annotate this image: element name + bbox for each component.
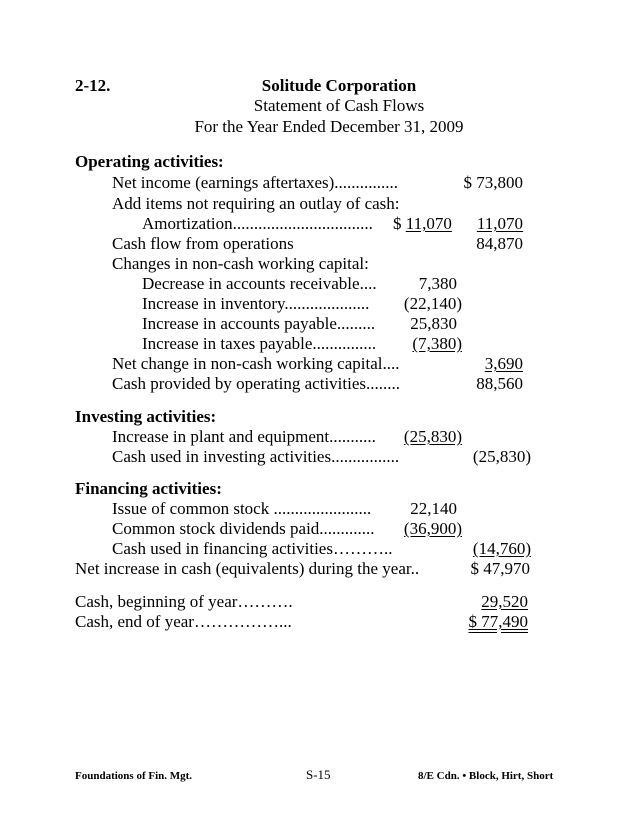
net-change-label: Net change in non-cash working capital.... bbox=[112, 354, 400, 373]
ap-value: 25,830 bbox=[410, 314, 457, 333]
cash-begin-label: Cash, beginning of year………. bbox=[75, 592, 293, 611]
statement-period: For the Year Ended December 31, 2009 bbox=[194, 117, 464, 136]
financing-used-label: Cash used in financing activities……….. bbox=[112, 539, 393, 558]
net-change-amount: 3,690 bbox=[484, 354, 523, 373]
amortization-label: Amortization................................. bbox=[142, 214, 373, 233]
plant-value bbox=[352, 427, 462, 447]
investing-used-label: Cash used in investing activities................ bbox=[112, 447, 400, 466]
dividends-value bbox=[352, 519, 462, 539]
investing-heading: Investing activities: bbox=[75, 407, 217, 426]
footer-left: Foundations of Fin. Mgt. bbox=[75, 770, 193, 782]
plant-amount: (25,830) bbox=[403, 427, 462, 446]
tax-value bbox=[352, 334, 462, 354]
operating-heading: Operating activities: bbox=[75, 152, 224, 171]
inventory-label: Increase in inventory.................... bbox=[142, 294, 370, 313]
ap-label: Increase in accounts payable......... bbox=[142, 314, 376, 333]
net-income-label: Net income (earnings aftertaxes)............... bbox=[112, 173, 399, 192]
statement-title: Statement of Cash Flows bbox=[253, 96, 425, 115]
dividends-label: Common stock dividends paid............. bbox=[112, 519, 375, 538]
company-name: Solitude Corporation bbox=[261, 76, 417, 95]
net-income-value: $ 73,800 bbox=[463, 173, 523, 192]
cash-end-value bbox=[418, 612, 528, 632]
inventory-value: (22,140) bbox=[403, 294, 462, 313]
cash-begin-value bbox=[418, 592, 528, 612]
problem-number: 2-12. bbox=[75, 76, 111, 95]
amortization-value bbox=[413, 214, 523, 234]
plant-label: Increase in plant and equipment........... bbox=[112, 427, 376, 446]
tax-amount: (7,380) bbox=[412, 334, 462, 353]
investing-used-value: (25,830) bbox=[472, 447, 531, 466]
net-increase-value: $ 47,970 bbox=[470, 559, 530, 578]
ar-label: Decrease in accounts receivable.... bbox=[142, 274, 377, 293]
financing-heading: Financing activities: bbox=[75, 479, 222, 498]
issue-label: Issue of common stock ....................... bbox=[112, 499, 372, 518]
add-items-label: Add items not requiring an outlay of cash: bbox=[112, 194, 400, 213]
cash-begin-amount: 29,520 bbox=[481, 592, 528, 611]
cash-flow-ops-value: 84,870 bbox=[476, 234, 523, 253]
footer-right: 8/E Cdn. • Block, Hirt, Short bbox=[418, 770, 554, 782]
footer-page-number: S-15 bbox=[306, 767, 331, 782]
tax-label: Increase in taxes payable............... bbox=[142, 334, 377, 353]
dividends-amount: (36,900) bbox=[403, 519, 462, 538]
financing-used-value bbox=[421, 539, 531, 559]
issue-value: 22,140 bbox=[410, 499, 457, 518]
changes-label: Changes in non-cash working capital: bbox=[112, 254, 369, 273]
cash-end-amount: $ 77,490 bbox=[468, 612, 528, 631]
provided-ops-value: 88,560 bbox=[476, 374, 523, 393]
amortization-total: 11,070 bbox=[476, 214, 523, 233]
cash-end-label: Cash, end of year……………... bbox=[75, 612, 292, 631]
amortization-mid-amount: 11,070 bbox=[405, 214, 452, 233]
net-increase-label: Net increase in cash (equivalents) during the year.. bbox=[75, 559, 420, 578]
cash-flow-ops-label: Cash flow from operations bbox=[112, 234, 294, 253]
financing-used-amount: (14,760) bbox=[472, 539, 531, 558]
ar-value: 7,380 bbox=[418, 274, 457, 293]
net-change-value bbox=[413, 354, 523, 374]
amortization-dollar-sign: $ bbox=[393, 214, 402, 233]
provided-ops-label: Cash provided by operating activities........ bbox=[112, 374, 400, 393]
